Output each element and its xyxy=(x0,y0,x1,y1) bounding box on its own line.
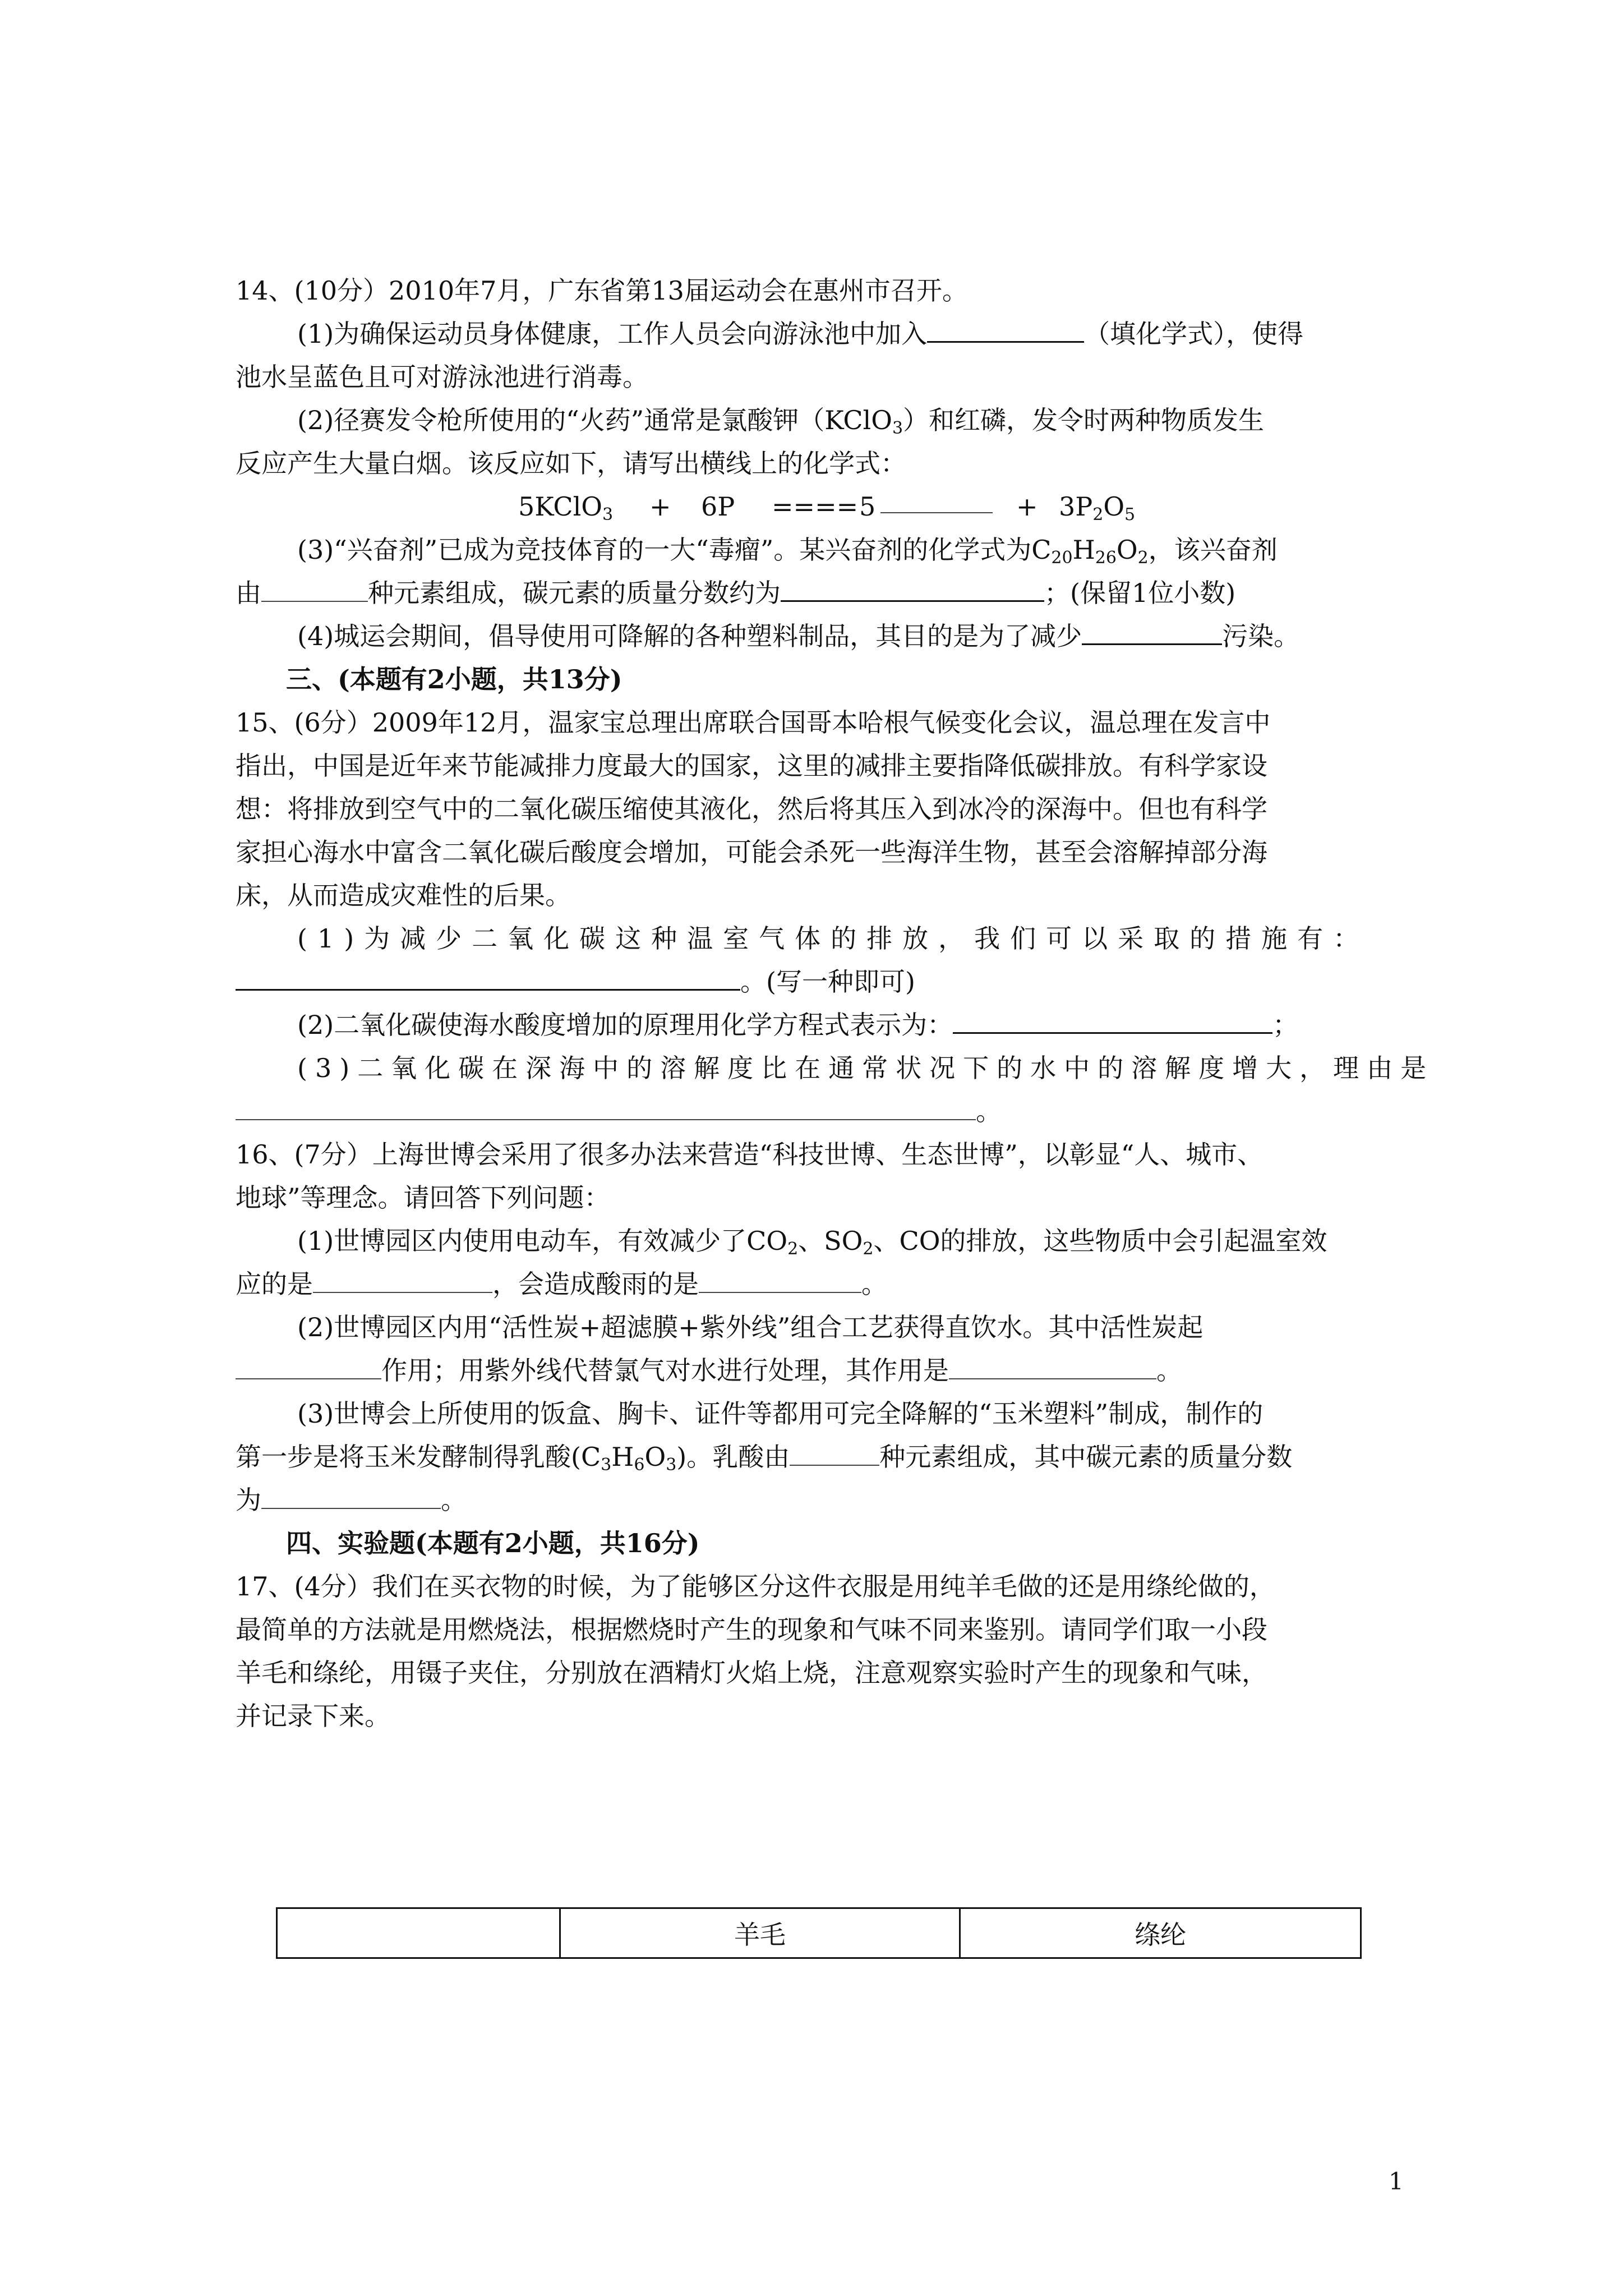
eq-plus-2: + xyxy=(1016,491,1038,522)
q15-part1-line1: (1)为减少二氧化碳这种温室气体的排放，我们可以采取的措施有： xyxy=(297,923,1370,954)
q14-part1-line1: (1)为确保运动员身体健康，工作人员会向游泳池中加入 （填化学式），使得 xyxy=(297,319,1304,349)
q16-part1-line1: (1)世博园区内使用电动车，有效减少了$CO_2$、$SO_2$、CO的排放，这些物质中会引起温室效 xyxy=(297,1226,1327,1259)
q16-part1-line2: 应的是 ，会造成酸雨的是 。 xyxy=(236,1269,887,1299)
q15-part3-line1: (3)二氧化碳在深海中的溶解度比在通常状况下的水中的溶解度增大，理由是 xyxy=(297,1053,1435,1083)
q17-line2: 最简单的方法就是用燃烧法，根据燃烧时产生的现象和气味不同来鉴别。请同学们取一小段 xyxy=(236,1614,1267,1645)
q15-part2-blank[interactable] xyxy=(953,1010,1272,1034)
table-cell-blank xyxy=(277,1908,560,1958)
q16-line2: 地球”等理念。请回答下列问题： xyxy=(236,1182,610,1213)
q14-part2-line2: 反应产生大量白烟。该反应如下，请写出横线上的化学式： xyxy=(236,448,906,478)
eq-term-p: 6P xyxy=(701,491,735,522)
q14-part1-blank[interactable] xyxy=(927,319,1084,343)
q15-part2: (2)二氧化碳使海水酸度增加的原理用化学方程式表示为： ； xyxy=(297,1010,1299,1040)
table-header-polyester: 绦纶 xyxy=(960,1908,1361,1958)
q14-header: 14、(10分）2010年7月，广东省第13届运动会在惠州市召开。 xyxy=(236,275,968,306)
q17-line4: 并记录下来。 xyxy=(236,1701,390,1731)
q15-part3-blank[interactable] xyxy=(236,1097,976,1120)
table-header-wool: 羊毛 xyxy=(560,1908,960,1958)
q14-part3-blank-elements[interactable] xyxy=(261,578,368,602)
experiment-table xyxy=(276,1907,1362,1959)
section3-heading: 三、(本题有2小题，共13分) xyxy=(286,664,623,694)
section4-heading: 四、实验题(本题有2小题，共16分) xyxy=(286,1528,700,1558)
q14-part2-line1: (2)径赛发令枪所使用的“火药”通常是氯酸钾（KClO$_3$）和红磷，发令时两种物质发生 xyxy=(297,405,1265,438)
q14-part1-line2: 池水呈蓝色且可对游泳池进行消毒。 xyxy=(236,362,648,392)
q16-part3-blank-elements[interactable] xyxy=(790,1442,879,1466)
eq-arrow: ==== xyxy=(772,491,859,522)
q15-part1-blank[interactable] xyxy=(236,967,740,991)
q16-part2-line2: 作用；用紫外线代替氯气对水进行处理，其作用是 。 xyxy=(236,1354,1182,1387)
q15-line3: 想：将排放到空气中的二氧化碳压缩使其液化，然后将其压入到冰冷的深海中。但也有科学 xyxy=(236,794,1267,824)
q16-part2-blank-carbon[interactable] xyxy=(236,1356,381,1379)
q15-part3-line2: 。 xyxy=(236,1094,1002,1128)
q15-part1-line2: 。(写一种即可) xyxy=(236,965,915,999)
q16-part2-line1: (2)世博园区内用“活性炭+超滤膜+紫外线”组合工艺获得直饮水。其中活性炭起 xyxy=(297,1312,1204,1342)
q16-part1-blank-greenhouse[interactable] xyxy=(313,1269,492,1293)
q14-part4-blank[interactable] xyxy=(1082,621,1222,645)
q15-line5: 床，从而造成灾难性的后果。 xyxy=(236,880,571,910)
q16-part3-line2: 第一步是将玉米发酵制得乳酸$(C_3H_6O_3)$。乳酸由 种元素组成，其中碳元素的质量分数 xyxy=(236,1442,1293,1475)
eq-term-kclo3: 5KClO$_3$ xyxy=(518,491,614,524)
q14-part3-blank-fraction[interactable] xyxy=(781,578,1044,602)
q16-line1: 16、(7分）上海世博会采用了很多办法来营造“科技世博、生态世博”，以彰显“人、城市、 xyxy=(236,1139,1264,1170)
q15-line2: 指出，中国是近年来节能减排力度最大的国家，这里的减排主要指降低碳排放。有科学家设 xyxy=(236,751,1267,781)
eq-coef-5: 5 xyxy=(859,491,876,522)
table-row xyxy=(277,1908,1361,1958)
q17-line1: 17、(4分）我们在买衣物的时候，为了能够区分这件衣服是用纯羊毛做的还是用绦纶做的， xyxy=(236,1571,1275,1602)
q15-line4: 家担心海水中富含二氧化碳后酸度会增加，可能会杀死一些海洋生物，甚至会溶解掉部分海 xyxy=(236,837,1267,867)
q16-part2-blank-uv[interactable] xyxy=(949,1356,1156,1379)
eq-term-p2o5: $3P_2O_5$ xyxy=(1059,491,1136,524)
page-number: 1 xyxy=(1389,2168,1404,2195)
eq-plus-1: + xyxy=(649,491,671,522)
q16-part1-blank-acidrain[interactable] xyxy=(699,1269,861,1293)
q16-part3-line3: 为 。 xyxy=(236,1485,467,1515)
q17-line3: 羊毛和绦纶，用镊子夹住，分别放在酒精灯火焰上烧，注意观察实验时产生的现象和气味， xyxy=(236,1658,1267,1688)
q14-part3-line2: 由 种元素组成，碳元素的质量分数约为 ；(保留1位小数) xyxy=(236,578,1236,608)
eq-blank[interactable] xyxy=(880,487,993,513)
q16-part3-line1: (3)世博会上所使用的饭盒、胸卡、证件等都用可完全降解的“玉米塑料”制成，制作的 xyxy=(297,1398,1264,1429)
q15-line1: 15、(6分）2009年12月，温家宝总理出席联合国哥本哈根气候变化会议，温总理在发言中 xyxy=(236,707,1271,738)
q14-equation xyxy=(0,490,1623,523)
q14-part3-line1: (3)“兴奋剂”已成为竞技体育的一大“毒瘤”。某兴奋剂的化学式为$C_{20}H_{26}O_2$，该兴奋剂 xyxy=(297,535,1278,568)
q16-part3-blank-fraction[interactable] xyxy=(261,1485,441,1509)
q14-part4: (4)城运会期间，倡导使用可降解的各种塑料制品，其目的是为了减少 污染。 xyxy=(297,621,1300,651)
